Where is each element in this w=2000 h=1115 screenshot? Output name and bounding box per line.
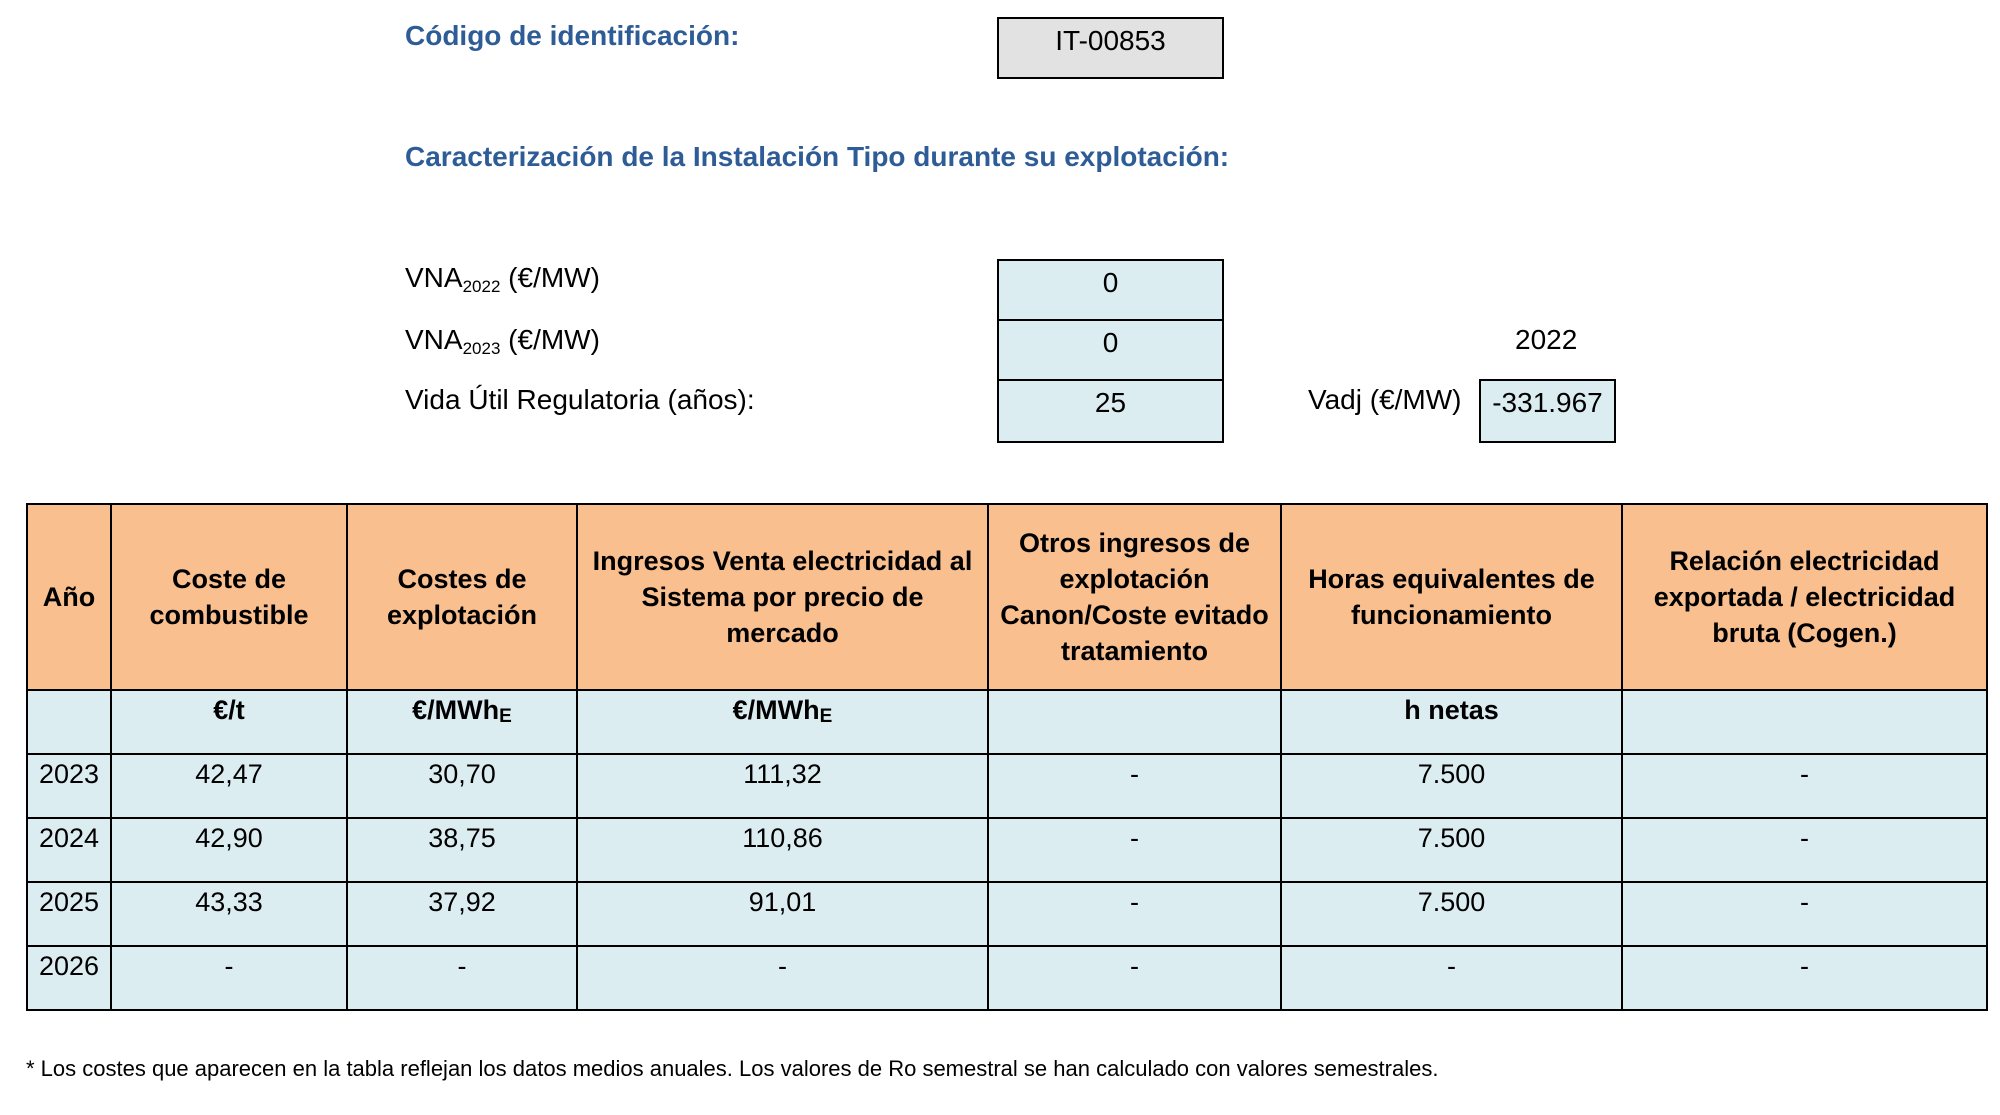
costs-table — [26, 503, 1988, 1011]
unit-ingresos-main: €/MWh — [732, 695, 820, 725]
cell-costes-explotacion: 30,70 — [347, 754, 577, 818]
section-title: Caracterización de la Instalación Tipo durante su explotación: — [405, 141, 1230, 172]
header-horas-equivalentes: Horas equivalentes de funcionamiento — [1281, 504, 1622, 690]
vadj-label: Vadj (€/MW) — [1308, 384, 1462, 415]
cell-coste-combustible: 42,47 — [111, 754, 347, 818]
cell-ingresos: 111,32 — [577, 754, 988, 818]
year-label: 2022 — [1515, 324, 1578, 355]
unit-ingresos — [577, 690, 988, 754]
vna-2023-sub: 2023 — [462, 339, 501, 358]
table-header-row — [27, 504, 1987, 690]
unit-costes-explotacion-sub: E — [499, 706, 512, 727]
vna-2023-label — [405, 324, 600, 359]
unit-ingresos-sub: E — [819, 706, 833, 727]
header-otros-ingresos: Otros ingresos de explotación Canon/Coste evitado tratamiento — [988, 504, 1281, 690]
cell-horas: - — [1281, 946, 1622, 1010]
cell-otros: - — [988, 946, 1281, 1010]
footnote: * Los costes que aparecen en la tabla reflejan los datos medios anuales. Los valores de Ro semestral se han calculado con valores semestrales. — [26, 1056, 1439, 1081]
unit-horas: h netas — [1281, 690, 1622, 754]
header-ingresos-venta: Ingresos Venta electricidad al Sistema por precio de mercado — [577, 504, 988, 690]
cell-otros: - — [988, 818, 1281, 882]
cell-coste-combustible: - — [111, 946, 347, 1010]
vna-2023-base: VNA — [405, 324, 463, 355]
table-row — [27, 754, 1987, 818]
cell-ingresos: 110,86 — [577, 818, 988, 882]
cell-relacion: - — [1622, 882, 1987, 946]
cell-coste-combustible: 42,90 — [111, 818, 347, 882]
vadj-value: -331.967 — [1479, 379, 1616, 443]
cell-coste-combustible: 43,33 — [111, 882, 347, 946]
unit-costes-explotacion-main: €/MWh — [412, 695, 500, 725]
unit-costes-explotacion — [347, 690, 577, 754]
vna-2022-value: 0 — [997, 259, 1224, 321]
unit-coste-combustible: €/t — [111, 690, 347, 754]
cell-anio: 2026 — [27, 946, 111, 1010]
header-costes-explotacion: Costes de explotación — [347, 504, 577, 690]
header-coste-combustible: Coste de combustible — [111, 504, 347, 690]
cell-anio: 2023 — [27, 754, 111, 818]
table-row — [27, 882, 1987, 946]
cell-relacion: - — [1622, 818, 1987, 882]
id-value-box: IT-00853 — [997, 17, 1224, 79]
header-relacion-electricidad: Relación electricidad exportada / electricidad bruta (Cogen.) — [1622, 504, 1987, 690]
unit-relacion — [1622, 690, 1987, 754]
cell-otros: - — [988, 882, 1281, 946]
cell-anio: 2025 — [27, 882, 111, 946]
unit-anio — [27, 690, 111, 754]
table-row — [27, 946, 1987, 1010]
vna-2022-base: VNA — [405, 262, 463, 293]
vna-2022-label — [405, 262, 600, 297]
unit-otros — [988, 690, 1281, 754]
cell-relacion: - — [1622, 754, 1987, 818]
cell-costes-explotacion: - — [347, 946, 577, 1010]
cell-costes-explotacion: 37,92 — [347, 882, 577, 946]
cell-anio: 2024 — [27, 818, 111, 882]
table-units-row — [27, 690, 1987, 754]
vna-2023-value: 0 — [997, 319, 1224, 381]
vida-util-value: 25 — [997, 379, 1224, 443]
vna-2023-unit: (€/MW) — [500, 324, 600, 355]
vna-2022-unit: (€/MW) — [500, 262, 600, 293]
cell-relacion: - — [1622, 946, 1987, 1010]
cell-costes-explotacion: 38,75 — [347, 818, 577, 882]
cell-horas: 7.500 — [1281, 882, 1622, 946]
vna-2022-sub: 2022 — [462, 277, 501, 296]
cell-otros: - — [988, 754, 1281, 818]
cell-ingresos: 91,01 — [577, 882, 988, 946]
id-label: Código de identificación: — [405, 20, 740, 51]
cell-horas: 7.500 — [1281, 818, 1622, 882]
cell-ingresos: - — [577, 946, 988, 1010]
cell-horas: 7.500 — [1281, 754, 1622, 818]
header-anio: Año — [27, 504, 111, 690]
vida-util-label: Vida Útil Regulatoria (años): — [405, 384, 755, 415]
table-row — [27, 818, 1987, 882]
